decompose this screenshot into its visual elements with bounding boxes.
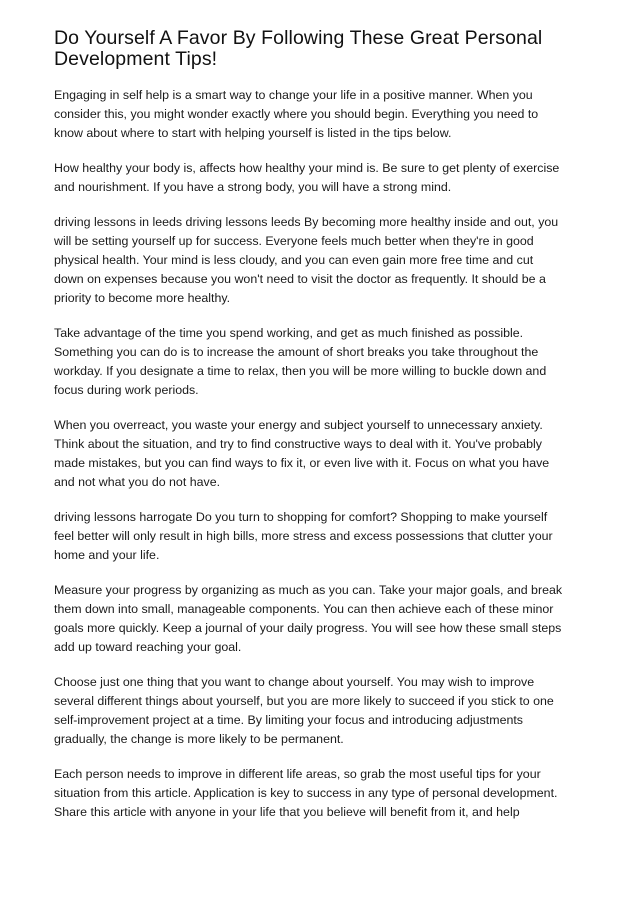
text-line: made mistakes, but you can find ways to fix it, or even live with it. Focus on what you have <box>54 456 550 470</box>
text-line: feel better will only result in high bills, more stress and excess possessions that clutter your <box>54 529 553 543</box>
text-line: and nourishment. If you have a strong body, you will have a strong mind. <box>54 180 452 194</box>
text-line: focus during work periods. <box>54 383 199 397</box>
text-line: Choose just one thing that you want to change about yourself. You may wish to improve <box>54 675 535 689</box>
title-line: Do Yourself A Favor By Following These Great Personal <box>54 27 543 49</box>
text-line: several different things about yourself, but you are more likely to succeed if you stick to one <box>54 694 554 708</box>
text-line: Something you can do is to increase the amount of short breaks you take throughout the <box>54 345 539 359</box>
paragraph-1 <box>54 86 588 143</box>
text-line: them down into small, manageable components. You can then achieve each of these minor <box>54 602 554 616</box>
paragraph-4 <box>54 324 588 400</box>
text-line: know about where to start with helping yourself is listed in the tips below. <box>54 126 452 140</box>
text-line: Share this article with anyone in your life that you believe will benefit from it, and help <box>54 805 520 819</box>
paragraph-2 <box>54 159 588 197</box>
text-line: Think about the situation, and try to find constructive ways to deal with it. You've probably <box>54 437 542 451</box>
text-line: driving lessons harrogate Do you turn to shopping for comfort? Shopping to make yourself <box>54 510 548 524</box>
text-line: home and your life. <box>54 548 160 562</box>
paragraph-9 <box>54 765 588 822</box>
text-line: situation from this article. Application is key to success in any type of personal development. <box>54 786 558 800</box>
document-body <box>54 28 588 838</box>
text-line: add up toward reaching your goal. <box>54 640 242 654</box>
text-line: Each person needs to improve in different life areas, so grab the most useful tips for your <box>54 767 541 781</box>
paragraph-3 <box>54 213 588 308</box>
paragraph-7 <box>54 581 588 657</box>
paragraph-8 <box>54 673 588 749</box>
paragraph-5 <box>54 416 588 492</box>
text-line: How healthy your body is, affects how healthy your mind is. Be sure to get plenty of exercise <box>54 161 560 175</box>
text-line: goals more quickly. Keep a journal of your daily progress. You will see how these small steps <box>54 621 562 635</box>
paragraph-6 <box>54 508 588 565</box>
text-line: consider this, you might wonder exactly where you should begin. Everything you need to <box>54 107 539 121</box>
text-line: driving lessons in leeds driving lessons leeds By becoming more healthy inside and out, you <box>54 215 559 229</box>
text-line: down on expenses because you won't need to visit the doctor as frequently. It should be a <box>54 272 546 286</box>
text-line: Take advantage of the time you spend working, and get as much finished as possible. <box>54 326 524 340</box>
text-line: self-improvement project at a time. By limiting your focus and introducing adjustments <box>54 713 523 727</box>
text-line: priority to become more healthy. <box>54 291 231 305</box>
text-line: workday. If you designate a time to relax, then you will be more willing to buckle down and <box>54 364 547 378</box>
text-line: gradually, the change is more likely to be permanent. <box>54 732 344 746</box>
text-line: When you overreact, you waste your energy and subject yourself to unnecessary anxiety. <box>54 418 543 432</box>
title-line: Development Tips! <box>54 48 218 70</box>
text-line: and not what you do not have. <box>54 475 221 489</box>
text-line: Measure your progress by organizing as much as you can. Take your major goals, and break <box>54 583 563 597</box>
page-title <box>54 28 588 70</box>
text-line: Engaging in self help is a smart way to change your life in a positive manner. When you <box>54 88 533 102</box>
text-line: physical health. Your mind is less cloudy, and you can even gain more free time and cut <box>54 253 534 267</box>
text-line: will be setting yourself up for success. Everyone feels much better when they're in good <box>54 234 534 248</box>
